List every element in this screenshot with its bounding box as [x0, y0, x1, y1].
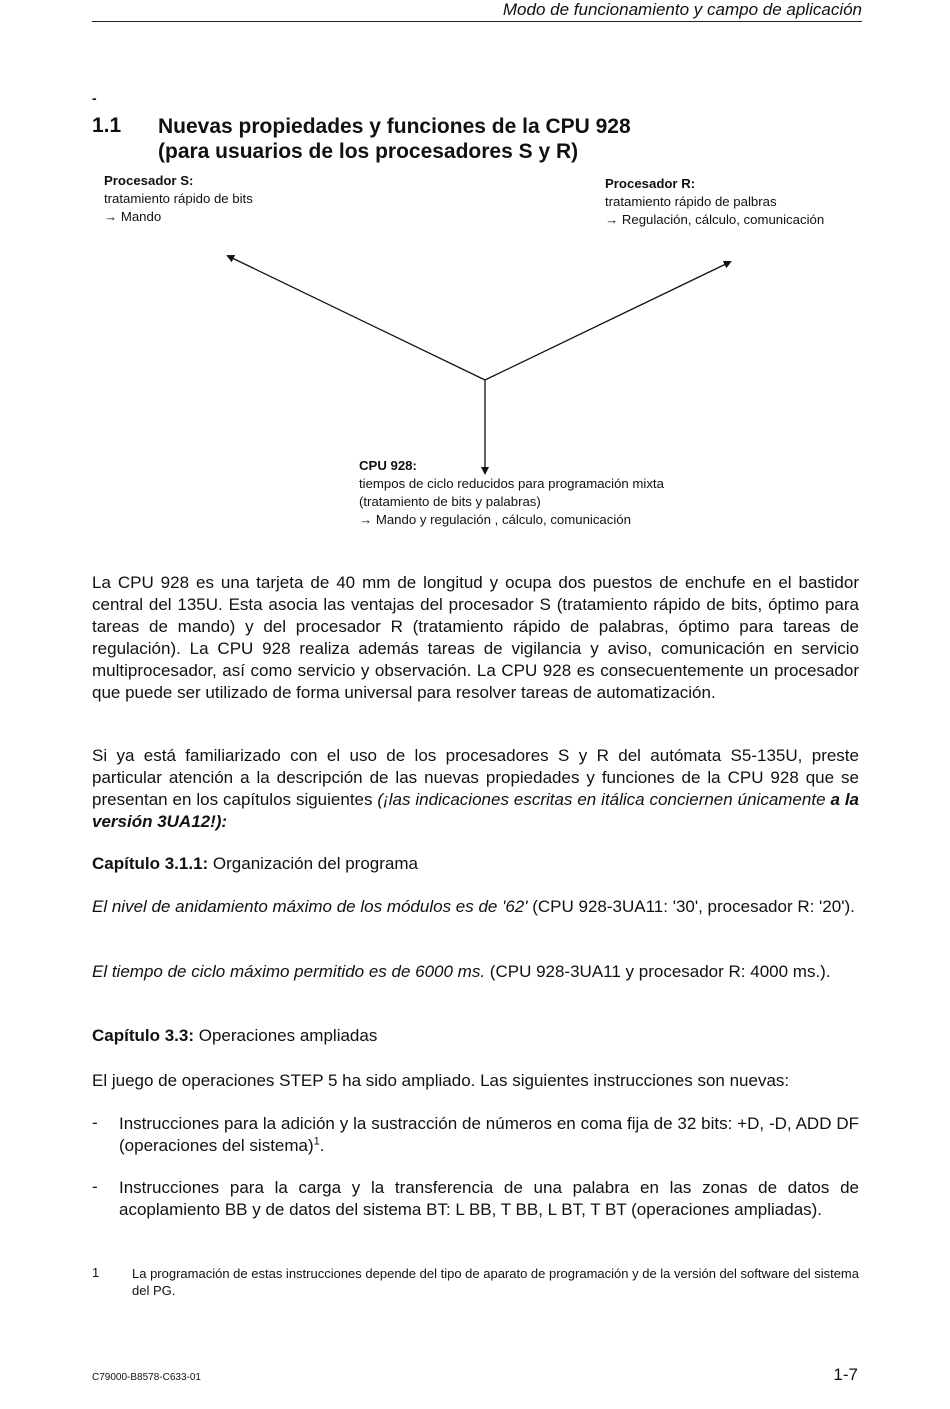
cpu928-block [359, 457, 664, 529]
footnote-text: La programación de estas instrucciones depende del tipo de aparato de programación y de la versión del software del sistema del PG. [132, 1266, 859, 1298]
processor-r-line1: tratamiento rápido de palbras [605, 194, 777, 209]
processor-s-line2: → Mando [104, 209, 162, 224]
paragraph-cycle-time [92, 961, 859, 983]
running-header-title: Modo de funcionamiento y campo de aplicación [502, 0, 862, 19]
arrow-to-processor-r [485, 262, 730, 380]
header-rule [92, 21, 862, 22]
paragraph-operations-intro: El juego de operaciones STEP 5 ha sido ampliado. Las siguientes instrucciones son nuevas: [92, 1071, 790, 1090]
paragraph-nesting [92, 896, 859, 918]
bullet-dash-1: - [92, 1113, 98, 1132]
footnote-ref-1: 1 [313, 1135, 320, 1148]
cycle-italic-text: El tiempo de ciclo máximo permitido es de 6000 ms. [92, 962, 486, 981]
familiar-main-text: Si ya está familiarizado con el uso de los procesadores S y R del autómata S5-135U, preste particular atención a la descripción de las nuevas propiedades y funciones de la CPU 928 que se presentan en los capítulos siguientes [92, 746, 859, 809]
paragraph-familiar [92, 745, 859, 833]
processor-s-block [104, 172, 253, 226]
cpu928-line3: → Mando y regulación , cálculo, comunicación [359, 512, 631, 527]
paragraph-cpu928-intro: La CPU 928 es una tarjeta de 40 mm de longitud y ocupa dos puestos de enchufe en el bastidor central del 135U. Esta asocia las ventajas del procesador S (tratamiento rápido de bits, óptimo para tareas de mando) y del procesador R (tratamiento rápido de palabras, óptimo para tareas de regulación). La CPU 928 realiza además tareas de vigilancia y aviso, comunicación en servicio multiprocesador, así como servicio y observación. La CPU 928 es consecuentemente un procesador que puede ser utilizado de forma universal para resolver tareas de automatización. [92, 573, 859, 702]
processor-s-line1: tratamiento rápido de bits [104, 191, 253, 206]
bullet-1-end: . [319, 1136, 325, 1155]
chapter-3-1-1-label: Capítulo 3.1.1: [92, 854, 209, 873]
footer-document-code: C79000-B8578-C633-01 [92, 1372, 201, 1383]
cpu928-line1: tiempos de ciclo reducidos para programación mixta [359, 476, 664, 491]
cycle-normal-text: (CPU 928-3UA11 y procesador R: 4000 ms.). [485, 962, 831, 981]
nesting-italic-text: El nivel de anidamiento máximo de los módulos es de '62' [92, 897, 528, 916]
processor-r-block [605, 175, 824, 229]
chapter-3-3-heading [92, 1025, 859, 1047]
bullet-item-2: Instrucciones para la carga y la transferencia de una palabra en las zonas de datos de acoplamiento BB y de datos del sistema BT: L BB, T BB, L BT, T BT (operaciones ampliadas). [119, 1178, 859, 1219]
processor-s-title: Procesador S: [104, 173, 194, 188]
chapter-3-1-1-heading [92, 853, 859, 875]
nesting-normal-text: (CPU 928-3UA11: '30', procesador R: '20'). [527, 897, 855, 916]
processor-r-line2: → Regulación, cálculo, comunicación [605, 212, 825, 227]
bullet-dash-2: - [92, 1177, 98, 1196]
merge-arrows-diagram [220, 245, 750, 480]
familiar-bold-text: a la versión 3UA12!): [92, 790, 860, 831]
cpu928-line2: (tratamiento de bits y palabras) [359, 494, 541, 509]
familiar-italic-text: (¡las indicaciones escritas en itálica conciernen únicamente [377, 790, 831, 809]
bullet-item-1 [119, 1113, 859, 1157]
footnote-number: 1 [92, 1265, 100, 1280]
section-number: 1.1 [92, 114, 122, 137]
processor-r-title: Procesador R: [605, 176, 696, 191]
arrow-to-processor-s [228, 256, 485, 380]
chapter-3-3-label: Capítulo 3.3: [92, 1026, 195, 1045]
section-title-line2: (para usuarios de los procesadores S y R) [158, 140, 579, 163]
cpu928-title: CPU 928: [359, 458, 417, 473]
section-title-line1: Nuevas propiedades y funciones de la CPU 928 [158, 115, 631, 138]
section-title [158, 114, 631, 164]
bullet-1-text: Instrucciones para la adición y la sustracción de números en coma fija de 32 bits: +D, -D, ADD DF (operaciones del sistema) [119, 1114, 859, 1155]
chapter-3-3-text: Operaciones ampliadas [194, 1026, 378, 1045]
footer-page-number: 1-7 [833, 1365, 858, 1384]
chapter-3-1-1-text: Organización del programa [208, 854, 418, 873]
margin-dash: - [92, 90, 97, 106]
